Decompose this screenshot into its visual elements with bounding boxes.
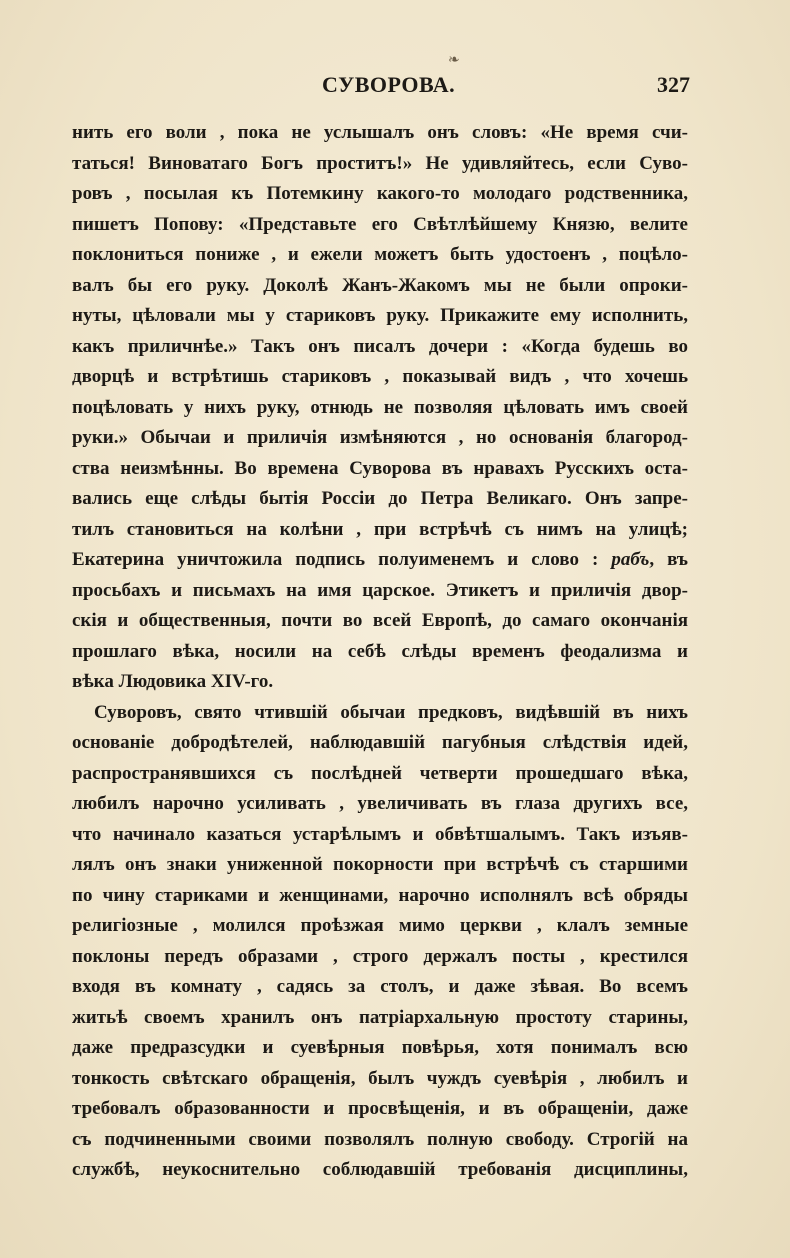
text-line: скія и общественныя, почти во всей Европѣ, до самаго окончанія xyxy=(72,610,688,631)
text-line: что начинало казаться устарѣлымъ и обвѣтшалымъ. Такъ изъяв- xyxy=(72,823,688,845)
text-line: поклоны передъ образами , строго держалъ посты , крестился xyxy=(72,945,688,967)
text-segment: , въ xyxy=(649,549,688,570)
text-line: требовалъ образованности и просвѣщенія, и въ обращеніи, даже xyxy=(72,1098,688,1119)
text-line: житьѣ своемъ хранилъ онъ патріархальную простоту старины, xyxy=(72,1006,688,1028)
text-line: службѣ, неукоснительно соблюдавшій требованія дисциплины, xyxy=(72,1159,688,1180)
italic-word: рабъ xyxy=(611,549,650,570)
text-line: валъ бы его руку. Доколѣ Жанъ-Жакомъ мы не были опроки- xyxy=(72,274,688,296)
text-line: лялъ онъ знаки униженной покорности при встрѣчѣ съ старшими xyxy=(72,854,688,875)
page-number: 327 xyxy=(657,72,690,97)
text-line: основаніе добродѣтелей, наблюдавшій пагубныя слѣдствія идей, xyxy=(72,732,688,753)
text-line: ровъ , посылая къ Потемкину какого-то молодаго родственника, xyxy=(72,183,688,204)
text-segment: Екатерина уничтожила подпись полуименемъ и слово : xyxy=(72,549,612,570)
text-line: просьбахъ и письмахъ на имя царское. Этикетъ и приличія двор- xyxy=(72,579,688,601)
paragraph-last-line: вѣка Людовика XIV-го. xyxy=(72,671,274,692)
text-line: поцѣловать у нихъ руку, отнюдь не позволяя цѣловать имъ своей xyxy=(72,396,688,418)
paragraph-first-line: Суворовъ, свято чтившій обычаи предковъ, видѣвшій въ нихъ xyxy=(94,701,688,723)
running-title: СУВОРОВА. xyxy=(322,72,456,97)
page-header xyxy=(72,72,690,106)
text-line: религіозные , молился проѣзжая мимо церкви , клалъ земные xyxy=(72,915,688,936)
text-line: входя въ комнату , садясь за столъ, и даже зѣвая. Во всемъ xyxy=(72,976,688,997)
text-line: по чину стариками и женщинами, нарочно исполнялъ всѣ обряды xyxy=(72,884,688,906)
printer-mark-ornament: ❧ xyxy=(448,53,460,68)
text-line: съ подчиненными своими позволялъ полную свободу. Строгій на xyxy=(72,1128,688,1150)
text-line: вались еще слѣды бытія Россіи до Петра Великаго. Онъ запре- xyxy=(72,488,688,509)
text-line: нить его воли , пока не услышалъ онъ словъ: «Не время счи- xyxy=(72,122,688,143)
text-line: тонкость свѣтскаго обращенія, былъ чуждъ суевѣрія , любилъ и xyxy=(72,1067,688,1089)
text-line: поклониться пониже , и ежели можетъ быть удостоенъ , поцѣло- xyxy=(72,244,688,265)
text-line: ства неизмѣнны. Во времена Суворова въ нравахъ Русскихъ оста- xyxy=(72,457,688,479)
text-line: нуты, цѣловали мы у стариковъ руку. Прикажите ему исполнить, xyxy=(72,305,688,326)
text-line: дворцѣ и встрѣтишь стариковъ , показывай видъ , что хочешь xyxy=(72,366,688,387)
text-line: тилъ становиться на колѣни , при встрѣчѣ съ нимъ на улицѣ; xyxy=(72,518,688,540)
body-text xyxy=(72,118,688,1186)
text-line: прошлаго вѣка, носили на себѣ слѣды временъ феодализма и xyxy=(72,640,688,662)
text-line: даже предразсудки и суевѣрныя повѣрья, хотя понималъ всю xyxy=(72,1037,688,1058)
text-line: какъ приличнѣе.» Такъ онъ писалъ дочери : «Когда будешь во xyxy=(72,335,688,357)
text-line: пишетъ Попову: «Представьте его Свѣтлѣйшему Князю, велите xyxy=(72,213,688,235)
text-line-with-italic xyxy=(72,545,688,576)
text-line: любилъ нарочно усиливать , увеличивать въ глаза другихъ все, xyxy=(72,793,688,814)
text-line: распространявшихся съ послѣдней четверти прошедшаго вѣка, xyxy=(72,762,688,784)
text-line: таться! Виноватаго Богъ проститъ!» Не удивляйтесь, если Суво- xyxy=(72,152,688,174)
text-line: руки.» Обычаи и приличія измѣняются , но основанія благород- xyxy=(72,427,688,448)
